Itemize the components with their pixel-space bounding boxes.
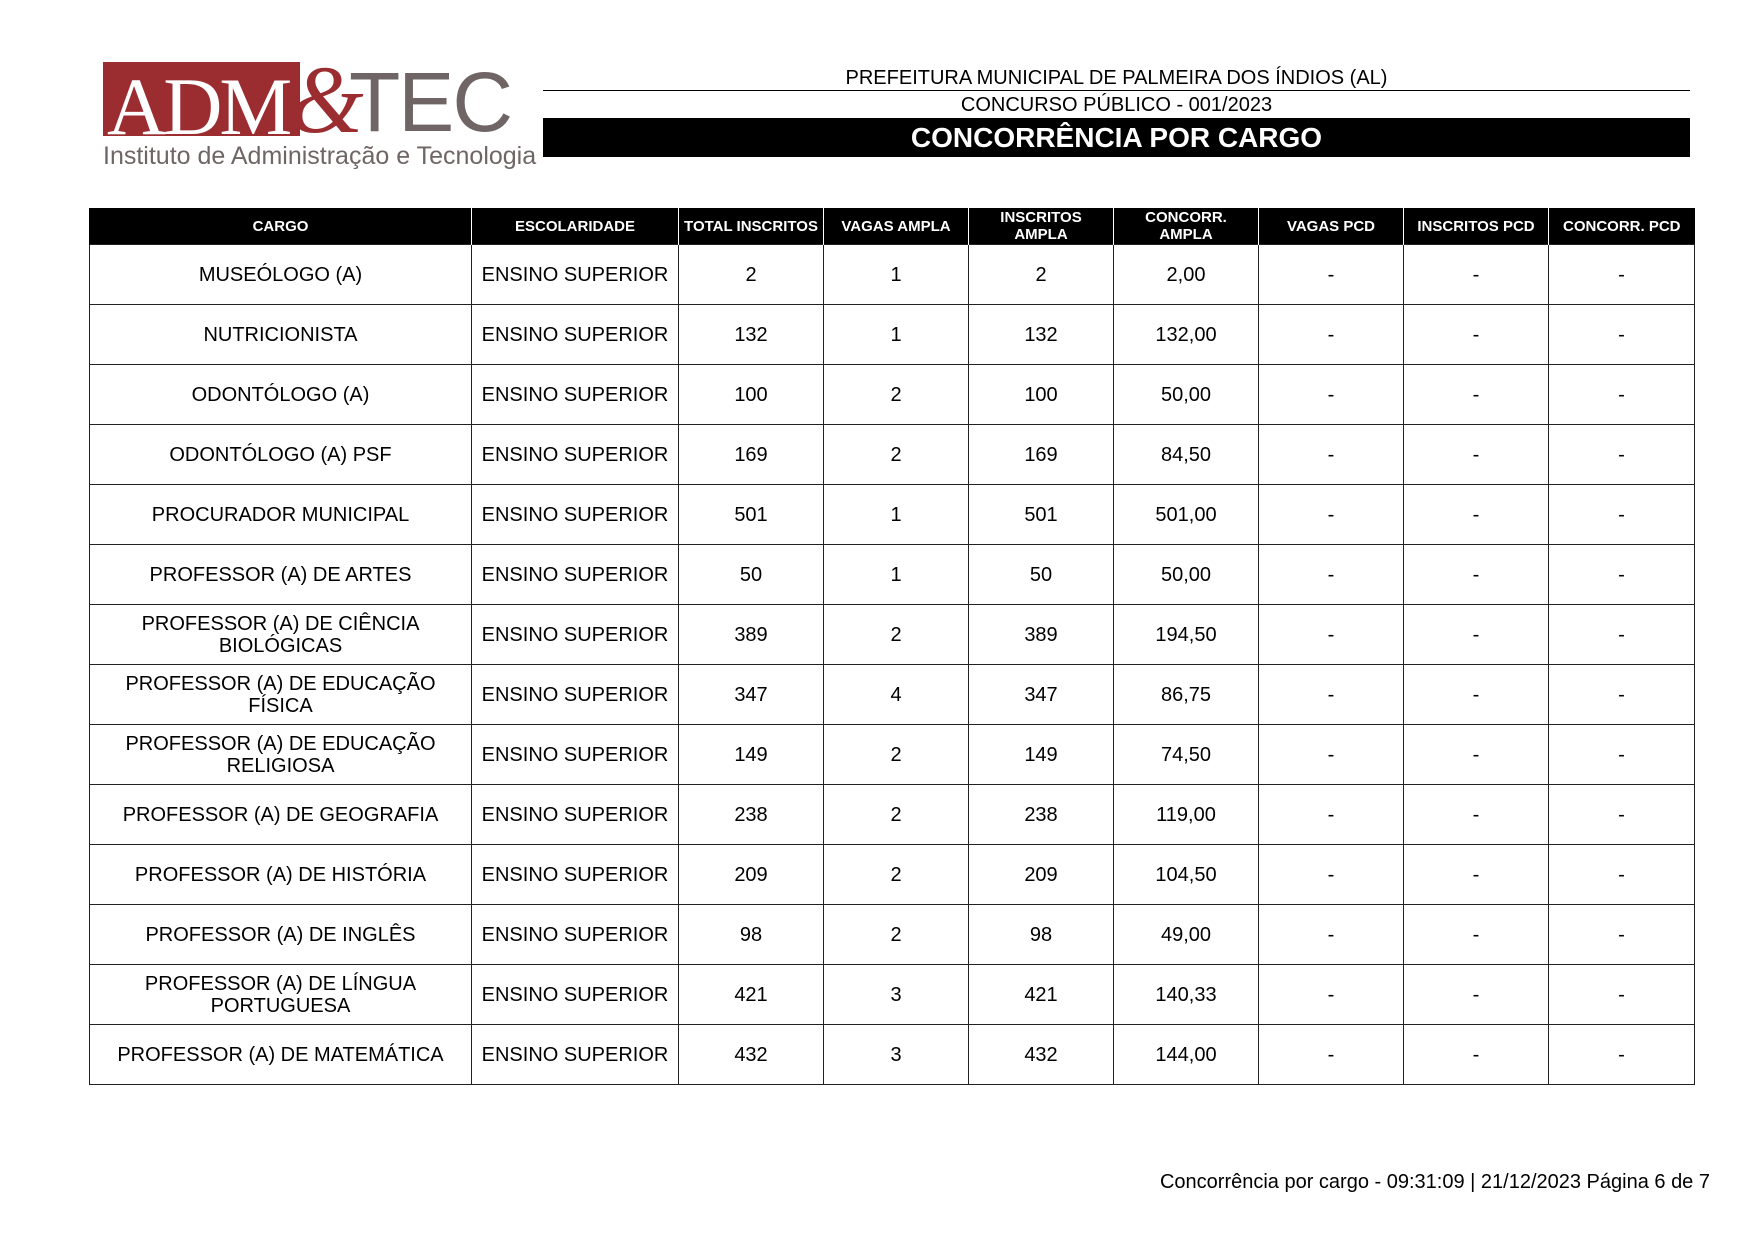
col-cargo-cell: PROFESSOR (A) DE MATEMÁTICA [90,1025,472,1085]
col-concorr-pcd-cell: - [1549,785,1695,845]
col-concorr-ampla-cell: 86,75 [1114,665,1259,725]
col-concorr-ampla-cell: 50,00 [1114,545,1259,605]
col-vagas-pcd-cell: - [1259,965,1404,1025]
header-institution: PREFEITURA MUNICIPAL DE PALMEIRA DOS ÍNDIOS (AL) [845,67,1388,89]
table-body [90,245,1695,1085]
col-inscritos-ampla-cell: 238 [969,785,1114,845]
table-row [90,785,1695,845]
col-concorr-ampla-cell: 74,50 [1114,725,1259,785]
col-vagas-pcd-cell: - [1259,245,1404,305]
col-vagas-ampla-cell: 1 [824,485,969,545]
col-concorr-ampla-cell: 49,00 [1114,905,1259,965]
col-escolaridade-cell: ENSINO SUPERIOR [472,245,679,305]
col-escolaridade-cell: ENSINO SUPERIOR [472,905,679,965]
col-total-inscritos-cell: 2 [679,245,824,305]
col-escolaridade-cell: ENSINO SUPERIOR [472,725,679,785]
col-escolaridade-cell: ENSINO SUPERIOR [472,785,679,845]
col-concorr-pcd-cell: - [1549,965,1695,1025]
col-cargo-cell: ODONTÓLOGO (A) PSF [90,425,472,485]
col-concorr-ampla-cell: 194,50 [1114,605,1259,665]
col-vagas-ampla-cell: 2 [824,905,969,965]
table-row [90,545,1695,605]
col-vagas-ampla-cell: 1 [824,305,969,365]
table-row [90,725,1695,785]
col-inscritos-ampla-cell: 98 [969,905,1114,965]
col-cargo-cell: MUSEÓLOGO (A) [90,245,472,305]
col-concorr-pcd-cell: - [1549,425,1695,485]
header-contest: CONCURSO PÚBLICO - 001/2023 [960,94,1273,116]
col-vagas-ampla-cell: 3 [824,1025,969,1085]
col-total-inscritos-cell: 209 [679,845,824,905]
col-vagas-pcd-header: VAGAS PCD [1259,208,1404,245]
col-inscritos-pcd-cell: - [1404,845,1549,905]
col-inscritos-ampla-cell: 347 [969,665,1114,725]
col-inscritos-pcd-header: INSCRITOS PCD [1404,208,1549,245]
col-concorr-pcd-cell: - [1549,665,1695,725]
col-vagas-pcd-cell: - [1259,305,1404,365]
logo-subtitle: Instituto de Administração e Tecnologia [103,142,537,170]
table-row [90,425,1695,485]
col-escolaridade-cell: ENSINO SUPERIOR [472,305,679,365]
col-inscritos-pcd-cell: - [1404,305,1549,365]
admtec-logo [103,46,537,176]
competition-table [89,208,1695,1085]
col-concorr-pcd-cell: - [1549,245,1695,305]
col-inscritos-pcd-cell: - [1404,485,1549,545]
table-header [90,208,1695,245]
col-total-inscritos-cell: 501 [679,485,824,545]
col-inscritos-ampla-cell: 2 [969,245,1114,305]
col-concorr-ampla-cell: 501,00 [1114,485,1259,545]
logo-red-box [103,61,300,152]
col-inscritos-ampla-header: INSCRITOS AMPLA [969,208,1114,245]
col-escolaridade-cell: ENSINO SUPERIOR [472,1025,679,1085]
col-cargo-cell: NUTRICIONISTA [90,305,472,365]
col-vagas-ampla-cell: 3 [824,965,969,1025]
col-vagas-pcd-cell: - [1259,785,1404,845]
col-total-inscritos-cell: 100 [679,365,824,425]
col-escolaridade-cell: ENSINO SUPERIOR [472,425,679,485]
col-escolaridade-cell: ENSINO SUPERIOR [472,605,679,665]
col-vagas-ampla-cell: 2 [824,785,969,845]
logo-tec-text: TEC [349,55,511,149]
col-escolaridade-cell: ENSINO SUPERIOR [472,545,679,605]
col-concorr-pcd-cell: - [1549,845,1695,905]
col-concorr-pcd-cell: - [1549,545,1695,605]
table-row [90,305,1695,365]
col-cargo-cell: PROFESSOR (A) DE LÍNGUA PORTUGUESA [90,965,472,1025]
col-inscritos-ampla-cell: 169 [969,425,1114,485]
col-concorr-ampla-cell: 119,00 [1114,785,1259,845]
col-vagas-ampla-cell: 2 [824,845,969,905]
col-concorr-pcd-cell: - [1549,725,1695,785]
col-cargo-cell: PROFESSOR (A) DE EDUCAÇÃO RELIGIOSA [90,725,472,785]
col-concorr-ampla-cell: 132,00 [1114,305,1259,365]
col-total-inscritos-cell: 98 [679,905,824,965]
col-total-inscritos-header: TOTAL INSCRITOS [679,208,824,245]
col-cargo-cell: PROFESSOR (A) DE ARTES [90,545,472,605]
table-row [90,965,1695,1025]
col-concorr-ampla-header: CONCORR. AMPLA [1114,208,1259,245]
col-vagas-pcd-cell: - [1259,725,1404,785]
col-escolaridade-cell: ENSINO SUPERIOR [472,665,679,725]
col-vagas-pcd-cell: - [1259,665,1404,725]
col-inscritos-ampla-cell: 100 [969,365,1114,425]
col-inscritos-ampla-cell: 132 [969,305,1114,365]
col-inscritos-pcd-cell: - [1404,605,1549,665]
col-escolaridade-cell: ENSINO SUPERIOR [472,485,679,545]
col-inscritos-ampla-cell: 389 [969,605,1114,665]
col-inscritos-pcd-cell: - [1404,425,1549,485]
col-cargo-cell: PROFESSOR (A) DE EDUCAÇÃO FÍSICA [90,665,472,725]
col-cargo-cell: PROFESSOR (A) DE INGLÊS [90,905,472,965]
table-row [90,245,1695,305]
col-inscritos-pcd-cell: - [1404,245,1549,305]
col-concorr-ampla-cell: 104,50 [1114,845,1259,905]
col-concorr-ampla-cell: 140,33 [1114,965,1259,1025]
table-row [90,485,1695,545]
col-vagas-pcd-cell: - [1259,905,1404,965]
col-total-inscritos-cell: 50 [679,545,824,605]
col-cargo-cell: ODONTÓLOGO (A) [90,365,472,425]
col-vagas-pcd-cell: - [1259,545,1404,605]
col-vagas-ampla-cell: 4 [824,665,969,725]
logo-adm-text: ADM [107,61,290,152]
col-concorr-ampla-cell: 2,00 [1114,245,1259,305]
table-row [90,605,1695,665]
col-vagas-pcd-cell: - [1259,485,1404,545]
col-escolaridade-cell: ENSINO SUPERIOR [472,965,679,1025]
col-escolaridade-cell: ENSINO SUPERIOR [472,845,679,905]
col-concorr-ampla-cell: 50,00 [1114,365,1259,425]
col-inscritos-ampla-cell: 209 [969,845,1114,905]
col-concorr-ampla-cell: 84,50 [1114,425,1259,485]
col-inscritos-ampla-cell: 432 [969,1025,1114,1085]
table-row [90,1025,1695,1085]
col-concorr-pcd-cell: - [1549,485,1695,545]
col-vagas-ampla-cell: 1 [824,545,969,605]
col-vagas-ampla-cell: 2 [824,605,969,665]
table-row [90,365,1695,425]
header-divider [543,90,1690,91]
col-total-inscritos-cell: 347 [679,665,824,725]
col-escolaridade-header: ESCOLARIDADE [472,208,679,245]
table-header-row [90,208,1695,245]
col-vagas-ampla-cell: 2 [824,425,969,485]
col-vagas-pcd-cell: - [1259,1025,1404,1085]
col-concorr-pcd-cell: - [1549,1025,1695,1085]
col-inscritos-ampla-cell: 149 [969,725,1114,785]
col-inscritos-pcd-cell: - [1404,545,1549,605]
col-total-inscritos-cell: 432 [679,1025,824,1085]
col-inscritos-ampla-cell: 50 [969,545,1114,605]
logo-ampersand: & [289,46,364,153]
col-cargo-cell: PROCURADOR MUNICIPAL [90,485,472,545]
col-concorr-ampla-cell: 144,00 [1114,1025,1259,1085]
col-inscritos-pcd-cell: - [1404,965,1549,1025]
col-inscritos-pcd-cell: - [1404,725,1549,785]
col-total-inscritos-cell: 421 [679,965,824,1025]
col-vagas-ampla-cell: 2 [824,725,969,785]
col-total-inscritos-cell: 389 [679,605,824,665]
col-inscritos-ampla-cell: 421 [969,965,1114,1025]
col-vagas-ampla-header: VAGAS AMPLA [824,208,969,245]
col-vagas-pcd-cell: - [1259,425,1404,485]
page-title: CONCORRÊNCIA POR CARGO [543,118,1690,157]
col-cargo-cell: PROFESSOR (A) DE CIÊNCIA BIOLÓGICAS [90,605,472,665]
col-cargo-cell: PROFESSOR (A) DE HISTÓRIA [90,845,472,905]
col-total-inscritos-cell: 238 [679,785,824,845]
col-concorr-pcd-cell: - [1549,605,1695,665]
col-inscritos-ampla-cell: 501 [969,485,1114,545]
col-vagas-ampla-cell: 1 [824,245,969,305]
col-inscritos-pcd-cell: - [1404,1025,1549,1085]
col-vagas-pcd-cell: - [1259,845,1404,905]
col-total-inscritos-cell: 132 [679,305,824,365]
table-row [90,905,1695,965]
col-concorr-pcd-cell: - [1549,905,1695,965]
table-row [90,665,1695,725]
col-vagas-pcd-cell: - [1259,605,1404,665]
col-total-inscritos-cell: 169 [679,425,824,485]
col-escolaridade-cell: ENSINO SUPERIOR [472,365,679,425]
col-inscritos-pcd-cell: - [1404,905,1549,965]
table-row [90,845,1695,905]
col-cargo-header: CARGO [90,208,472,245]
col-inscritos-pcd-cell: - [1404,365,1549,425]
col-concorr-pcd-cell: - [1549,305,1695,365]
col-concorr-pcd-cell: - [1549,365,1695,425]
col-inscritos-pcd-cell: - [1404,665,1549,725]
col-total-inscritos-cell: 149 [679,725,824,785]
col-vagas-ampla-cell: 2 [824,365,969,425]
footer-page-info: Concorrência por cargo - 09:31:09 | 21/12/2023 Página 6 de 7 [1159,1171,1710,1193]
col-concorr-pcd-header: CONCORR. PCD [1549,208,1695,245]
col-inscritos-pcd-cell: - [1404,785,1549,845]
col-cargo-cell: PROFESSOR (A) DE GEOGRAFIA [90,785,472,845]
col-vagas-pcd-cell: - [1259,365,1404,425]
